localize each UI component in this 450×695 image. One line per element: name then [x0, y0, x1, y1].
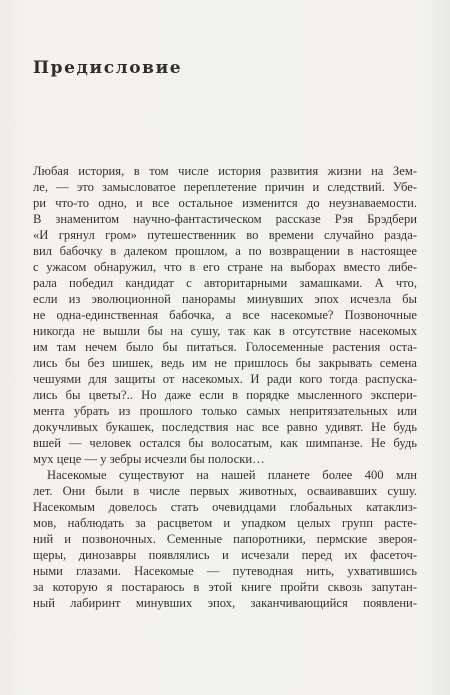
paragraph	[33, 163, 417, 467]
text-line: вил бабочку в далеком прошлом, а по возвращении в настоящее	[33, 244, 417, 258]
paragraph	[33, 467, 417, 611]
text-line: ными глазами. Насекомые — путеводная нить, ухватившись	[33, 564, 417, 578]
text-line: ле, — это замысловатое переплетение причин и следствий. Убе-	[33, 180, 417, 194]
text-line: ний и позвоночных. Семенные папоротники, пермские звероя-	[33, 532, 417, 546]
text-line: им там нечем было бы питаться. Голосеменные растения оста-	[33, 340, 417, 354]
text-line: Любая история, в том числе история развития жизни на Зем-	[33, 164, 417, 178]
text-line: В знаменитом научно-фантастическом рассказе Рэя Брэдбери	[33, 212, 417, 226]
text-line: мов, наблюдать за расцветом и упадком целых групп расте-	[33, 516, 417, 530]
text-line: лись бы цветы?.. Но даже если в порядке мысленного экспери-	[33, 388, 417, 402]
text-line: вшей — человек остался бы волосатым, как шимпанзе. Не будь	[33, 436, 417, 450]
text-line: за которую я постараюсь в этой книге пройти сквозь запутан-	[33, 580, 417, 594]
text-line: Насекомым довелось стать очевидцами глобальных катаклиз-	[33, 500, 417, 514]
body-text	[33, 163, 417, 611]
text-line: лет. Они были в числе первых животных, осваивавших сушу.	[33, 484, 417, 498]
text-line: Насекомые существуют на нашей планете более 400 млн	[47, 468, 417, 482]
text-line: не одна-единственная бабочка, а все насекомые? Позвоночные	[33, 308, 417, 322]
text-line: мух цеце — у зебры исчезли бы полоски…	[33, 452, 265, 466]
chapter-title: Предисловие	[33, 58, 183, 78]
text-line: мента убрать из прошлого только самых непритязательных или	[33, 404, 417, 418]
text-line: с ужасом обнаружил, что в его стране на выборах вместо либе-	[33, 260, 417, 274]
text-line: докучливых букашек, последствия нас все равно удивят. Не будь	[33, 420, 417, 434]
text-line: «И грянул гром» путешественник во времени случайно разда-	[33, 228, 417, 242]
text-line: ный лабиринт минувших эпох, заканчивающийся появлени-	[33, 596, 417, 610]
text-line: никогда не вышли бы на сушу, так как в отсутствие насекомых	[33, 324, 417, 338]
text-line: если из эволюционной панорамы минувших эпох исчезла бы	[33, 292, 417, 306]
text-line: лись бы без шишек, ведь им не пришлось бы закрывать семена	[33, 356, 417, 370]
text-line: ри что-то одно, и все остальное изменится до неузнаваемости.	[33, 196, 417, 210]
text-line: чешуями для защиты от насекомых. И ради кого тогда распуска-	[33, 372, 417, 386]
text-line: рала победил кандидат с авторитарными замашками. А что,	[33, 276, 417, 290]
text-line: щеры, динозавры появлялись и исчезали перед их фасеточ-	[33, 548, 417, 562]
